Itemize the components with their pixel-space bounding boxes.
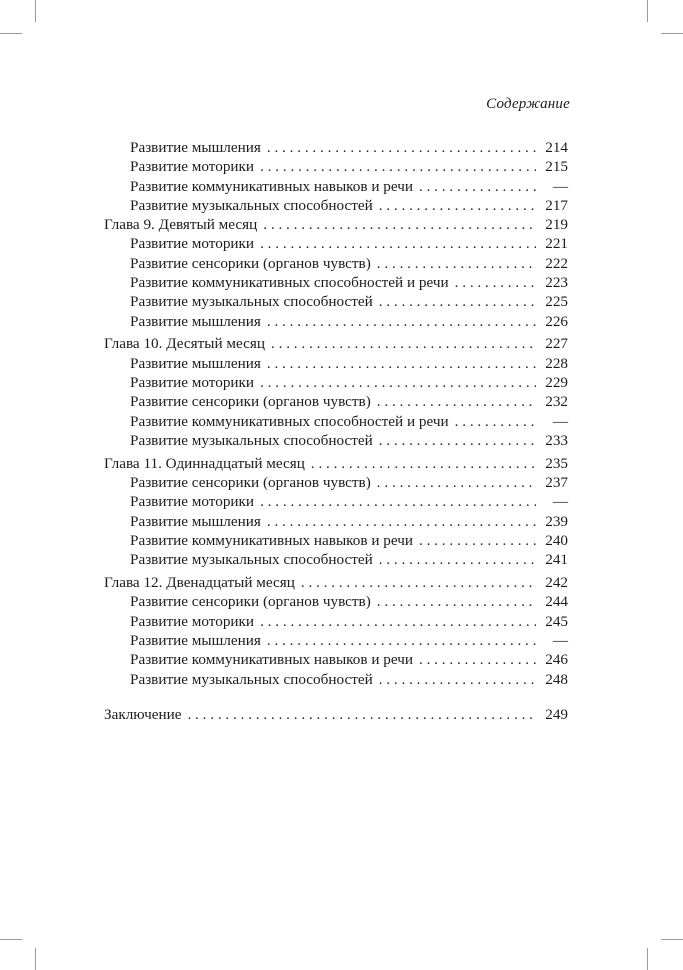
running-head: Содержание [486,96,570,112]
toc-entry-page: 229 [545,374,568,392]
toc-entry[interactable] [104,592,568,611]
toc-chapter-title: Глава 9. Девятый месяц [104,216,258,234]
toc-entry-title: Развитие сенсорики (органов чувств) [130,254,371,272]
dot-leader [263,215,536,234]
toc-entry-page: 246 [545,651,568,669]
dot-leader [379,670,536,689]
toc-entry-title: Развитие коммуникативных навыков и речи [130,531,413,549]
toc-entry-page: 248 [545,670,568,688]
toc-entry[interactable] [104,550,568,569]
dot-leader [267,354,536,373]
toc-entry-title: Развитие музыкальных способностей [130,670,373,688]
dot-leader [419,177,536,196]
toc-entry-page: 223 [545,274,568,292]
toc-entry[interactable] [104,157,568,176]
toc-entry-title: Развитие коммуникативных навыков и речи [130,651,413,669]
toc-entry-title: Развитие музыкальных способностей [130,551,373,569]
toc-entry-title: Развитие музыкальных способностей [130,293,373,311]
toc-entry-title: Развитие моторики [130,374,255,392]
dot-leader [260,157,536,176]
dot-leader [271,334,536,353]
toc-conclusion[interactable] [104,705,568,724]
toc-entry-page: 244 [545,593,568,611]
dot-leader [419,531,536,550]
toc-chapter[interactable] [104,573,568,592]
table-of-contents [104,138,568,724]
toc-entry[interactable] [104,650,568,669]
toc-entry-title: Развитие моторики [130,235,255,253]
toc-chapter-title: Заключение [104,705,182,723]
dot-leader [260,373,536,392]
toc-entry-title: Развитие сенсорики (органов чувств) [130,393,371,411]
toc-entry[interactable] [104,234,568,253]
toc-entry[interactable] [104,631,568,650]
dot-leader [455,273,536,292]
toc-chapter-title: Глава 12. Двенадцатый месяц [104,574,295,592]
dot-leader [267,631,536,650]
toc-entry[interactable] [104,138,568,157]
toc-entry-page: — [552,412,568,430]
toc-entry[interactable] [104,492,568,511]
toc-entry[interactable] [104,531,568,550]
toc-entry[interactable] [104,373,568,392]
toc-entry-page: 228 [545,354,568,372]
dot-leader [311,454,536,473]
toc-entry-title: Развитие мышления [130,631,261,649]
toc-entry-title: Развитие моторики [130,493,255,511]
toc-entry-title: Развитие коммуникативных навыков и речи [130,177,413,195]
toc-entry[interactable] [104,254,568,273]
toc-chapter-title: Глава 10. Десятый месяц [104,335,265,353]
crop-mark [661,33,683,34]
crop-mark [661,939,683,940]
toc-entry[interactable] [104,512,568,531]
toc-chapter[interactable] [104,454,568,473]
toc-entry-page: 241 [545,551,568,569]
crop-mark [647,0,648,22]
toc-entry-page: 225 [545,293,568,311]
dot-leader [455,412,536,431]
toc-entry-page: — [552,177,568,195]
toc-entry-title: Развитие музыкальных способностей [130,196,373,214]
crop-mark [0,939,22,940]
toc-entry[interactable] [104,312,568,331]
toc-entry-page: 222 [545,254,568,272]
toc-entry-title: Развитие коммуникативных способностей и речи [130,412,449,430]
dot-leader [267,138,536,157]
dot-leader [260,234,536,253]
dot-leader [419,650,536,669]
toc-entry-page: 221 [545,235,568,253]
toc-entry-page: 242 [545,574,568,592]
dot-leader [379,550,536,569]
toc-entry-page: 237 [545,474,568,492]
toc-entry-page: 249 [545,705,568,723]
toc-entry-page: 217 [545,196,568,214]
toc-entry[interactable] [104,292,568,311]
toc-entry-page: 215 [545,158,568,176]
toc-entry[interactable] [104,196,568,215]
toc-entry-page: — [552,493,568,511]
dot-leader [260,612,536,631]
toc-entry-page: 214 [545,139,568,156]
toc-entry-page: 235 [545,454,568,472]
dot-leader [379,431,536,450]
dot-leader [377,592,536,611]
toc-entry[interactable] [104,273,568,292]
crop-mark [0,33,22,34]
dot-leader [379,292,536,311]
dot-leader [301,573,536,592]
toc-entry-title: Развитие мышления [130,354,261,372]
toc-entry-title: Развитие музыкальных способностей [130,431,373,449]
dot-leader [377,473,536,492]
toc-chapter-title: Глава 11. Одиннадцатый месяц [104,454,305,472]
toc-entry-title: Развитие мышления [130,312,261,330]
toc-entry-title: Развитие мышления [130,139,261,156]
toc-entry[interactable] [104,392,568,411]
toc-entry[interactable] [104,177,568,196]
dot-leader [260,492,536,511]
toc-entry-title: Развитие моторики [130,158,255,176]
toc-entry-page: 240 [545,531,568,549]
toc-entry[interactable] [104,412,568,431]
toc-entry-title: Развитие сенсорики (органов чувств) [130,593,371,611]
crop-mark [647,948,648,970]
toc-entry-page: 245 [545,612,568,630]
dot-leader [379,196,536,215]
dot-leader [377,392,536,411]
toc-entry-page: 239 [545,512,568,530]
crop-mark [35,948,36,970]
dot-leader [377,254,536,273]
toc-entry-page: 232 [545,393,568,411]
toc-entry-page: 233 [545,431,568,449]
toc-entry[interactable] [104,431,568,450]
dot-leader [267,312,536,331]
toc-entry-title: Развитие коммуникативных способностей и речи [130,274,449,292]
toc-entry-page: 226 [545,312,568,330]
crop-mark [35,0,36,22]
toc-entry[interactable] [104,354,568,373]
toc-entry[interactable] [104,473,568,492]
toc-chapter[interactable] [104,215,568,234]
toc-chapter[interactable] [104,334,568,353]
toc-entry-page: 219 [545,216,568,234]
toc-entry-page: — [552,631,568,649]
toc-entry-title: Развитие сенсорики (органов чувств) [130,474,371,492]
toc-entry-title: Развитие мышления [130,512,261,530]
toc-entry-page: 227 [545,335,568,353]
dot-leader [267,512,536,531]
toc-entry-title: Развитие моторики [130,612,255,630]
dot-leader [187,705,536,724]
toc-entry[interactable] [104,612,568,631]
toc-entry[interactable] [104,670,568,689]
